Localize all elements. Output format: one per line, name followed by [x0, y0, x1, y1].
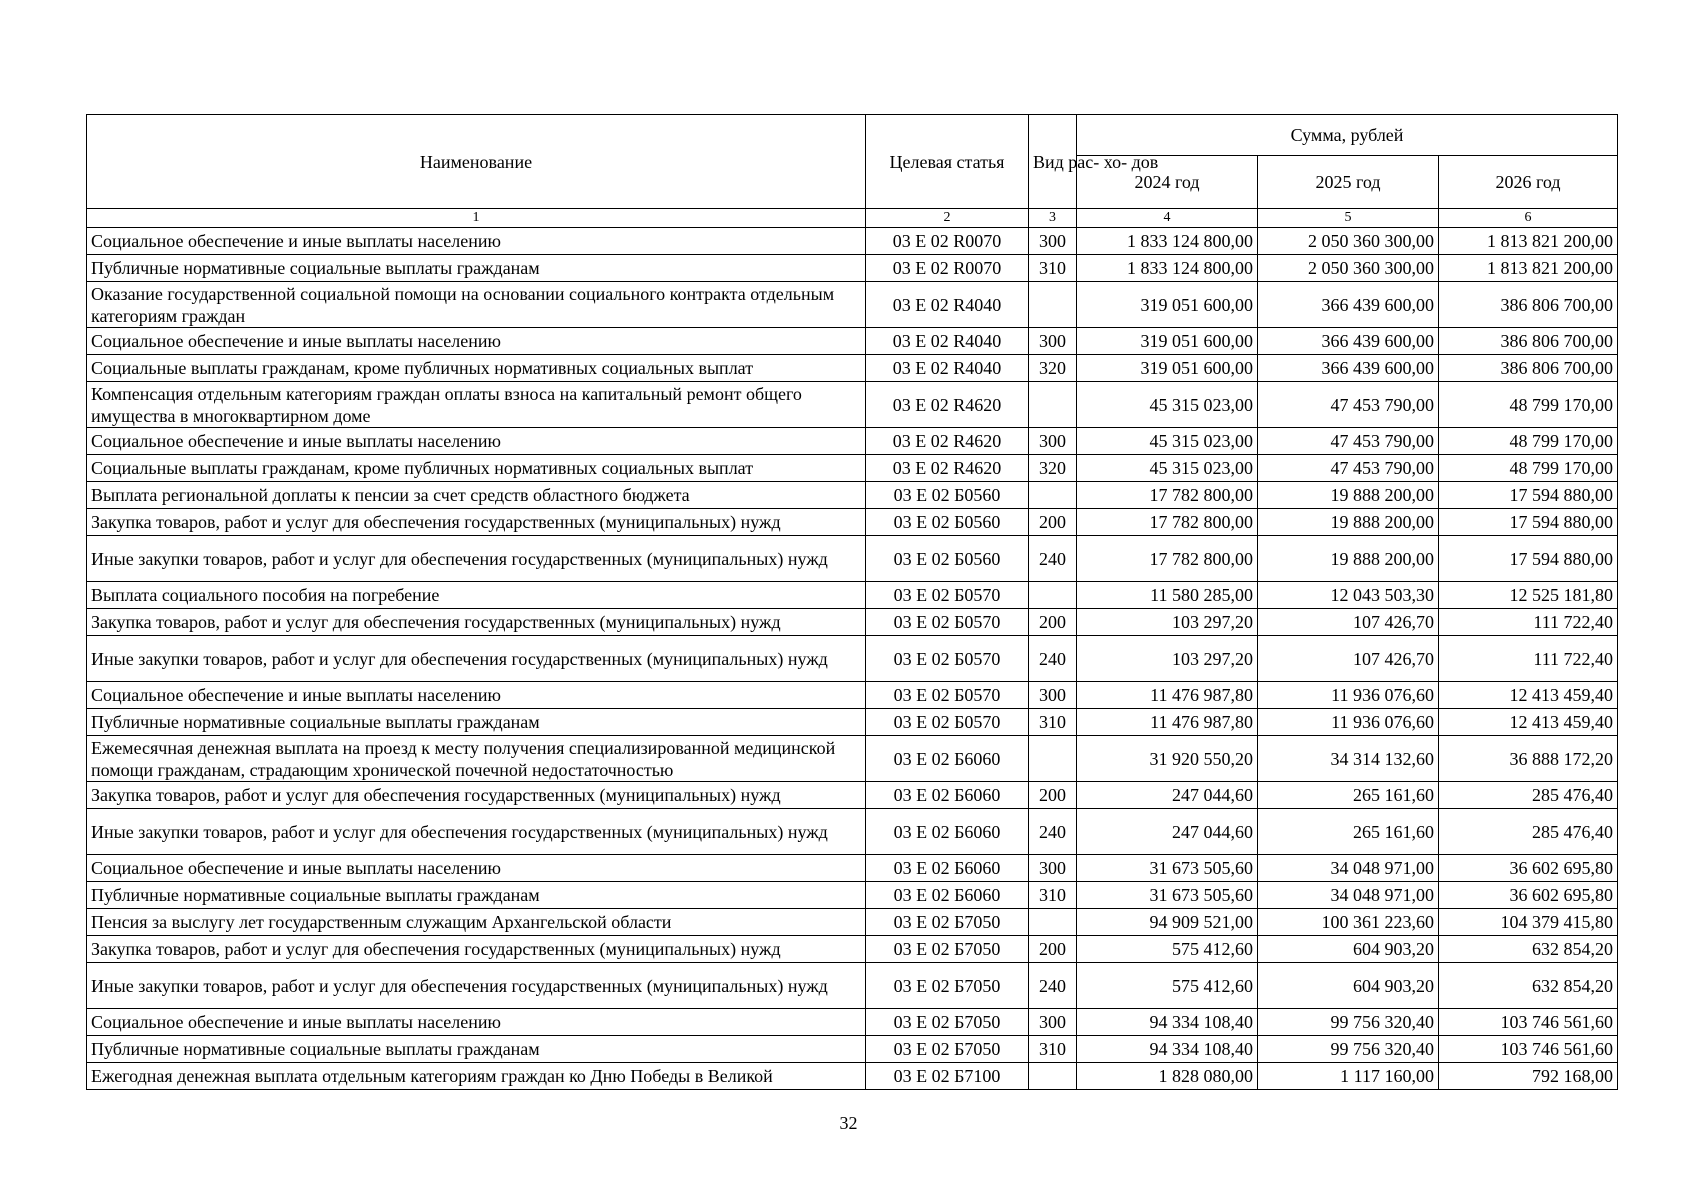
row-sum-2026: 48 799 170,00	[1439, 428, 1618, 455]
row-sum-2024: 31 920 550,20	[1077, 736, 1258, 782]
row-name: Социальное обеспечение и иные выплаты населению	[87, 228, 866, 255]
row-expense-type: 310	[1029, 882, 1077, 909]
row-sum-2025: 47 453 790,00	[1258, 382, 1439, 428]
table-row	[87, 963, 1618, 1009]
row-expense-type	[1029, 382, 1077, 428]
row-target-code: 03 Е 02 Б6060	[866, 782, 1029, 809]
table-row	[87, 282, 1618, 328]
row-target-code: 03 Е 02 Б0570	[866, 709, 1029, 736]
row-expense-type	[1029, 282, 1077, 328]
table-row	[87, 1009, 1618, 1036]
page-number: 32	[839, 1113, 858, 1133]
row-expense-type: 300	[1029, 855, 1077, 882]
row-sum-2026: 285 476,40	[1439, 809, 1618, 855]
row-sum-2025: 34 314 132,60	[1258, 736, 1439, 782]
row-sum-2024: 103 297,20	[1077, 609, 1258, 636]
column-number-row	[87, 209, 1618, 228]
row-target-code: 03 Е 02 R4040	[866, 282, 1029, 328]
row-expense-type: 200	[1029, 782, 1077, 809]
row-name: Закупка товаров, работ и услуг для обеспечения государственных (муниципальных) нужд	[87, 609, 866, 636]
row-sum-2026: 386 806 700,00	[1439, 355, 1618, 382]
budget-table	[86, 114, 1618, 1090]
row-sum-2024: 1 833 124 800,00	[1077, 255, 1258, 282]
row-sum-2025: 47 453 790,00	[1258, 428, 1439, 455]
row-target-code: 03 Е 02 Б6060	[866, 882, 1029, 909]
table-row	[87, 509, 1618, 536]
row-sum-2026: 1 813 821 200,00	[1439, 255, 1618, 282]
row-sum-2024: 103 297,20	[1077, 636, 1258, 682]
row-sum-2025: 47 453 790,00	[1258, 455, 1439, 482]
row-target-code: 03 Е 02 Б0570	[866, 636, 1029, 682]
row-sum-2025: 366 439 600,00	[1258, 328, 1439, 355]
row-target-code: 03 Е 02 Б0570	[866, 582, 1029, 609]
row-sum-2026: 36 602 695,80	[1439, 855, 1618, 882]
table-row	[87, 355, 1618, 382]
row-name: Ежемесячная денежная выплата на проезд к месту получения специализированной медицинской помощи гражданам, страдающим хронической почечной недостаточностью	[87, 736, 866, 782]
row-expense-type: 320	[1029, 355, 1077, 382]
row-sum-2024: 247 044,60	[1077, 809, 1258, 855]
row-sum-2025: 34 048 971,00	[1258, 882, 1439, 909]
row-sum-2024: 11 476 987,80	[1077, 709, 1258, 736]
row-expense-type: 200	[1029, 936, 1077, 963]
row-name: Выплата социального пособия на погребение	[87, 582, 866, 609]
row-sum-2024: 45 315 023,00	[1077, 428, 1258, 455]
row-sum-2024: 575 412,60	[1077, 936, 1258, 963]
row-target-code: 03 Е 02 Б6060	[866, 855, 1029, 882]
row-target-code: 03 Е 02 Б0560	[866, 482, 1029, 509]
row-name: Иные закупки товаров, работ и услуг для обеспечения государственных (муниципальных) нужд	[87, 636, 866, 682]
row-expense-type	[1029, 582, 1077, 609]
column-number: 1	[87, 209, 866, 228]
row-expense-type: 200	[1029, 609, 1077, 636]
header-year-2025: 2025 год	[1258, 156, 1439, 209]
header-expense-type: Вид рас- хо- дов	[1029, 115, 1077, 209]
row-name: Закупка товаров, работ и услуг для обеспечения государственных (муниципальных) нужд	[87, 509, 866, 536]
row-sum-2024: 575 412,60	[1077, 963, 1258, 1009]
row-target-code: 03 Е 02 Б0560	[866, 536, 1029, 582]
row-name: Социальное обеспечение и иные выплаты населению	[87, 428, 866, 455]
row-sum-2025: 19 888 200,00	[1258, 482, 1439, 509]
row-sum-2026: 104 379 415,80	[1439, 909, 1618, 936]
row-expense-type: 240	[1029, 963, 1077, 1009]
row-expense-type: 300	[1029, 1009, 1077, 1036]
row-name: Социальное обеспечение и иные выплаты населению	[87, 855, 866, 882]
row-sum-2024: 17 782 800,00	[1077, 536, 1258, 582]
row-name: Закупка товаров, работ и услуг для обеспечения государственных (муниципальных) нужд	[87, 782, 866, 809]
row-sum-2026: 12 413 459,40	[1439, 709, 1618, 736]
row-name: Оказание государственной социальной помощи на основании социального контракта отдельным категориям граждан	[87, 282, 866, 328]
row-sum-2026: 48 799 170,00	[1439, 455, 1618, 482]
column-number: 6	[1439, 209, 1618, 228]
header-name: Наименование	[87, 115, 866, 209]
row-sum-2025: 107 426,70	[1258, 609, 1439, 636]
row-sum-2025: 19 888 200,00	[1258, 536, 1439, 582]
row-sum-2026: 386 806 700,00	[1439, 328, 1618, 355]
row-expense-type	[1029, 736, 1077, 782]
row-sum-2025: 604 903,20	[1258, 963, 1439, 1009]
row-sum-2025: 99 756 320,40	[1258, 1036, 1439, 1063]
row-sum-2025: 604 903,20	[1258, 936, 1439, 963]
row-expense-type: 300	[1029, 428, 1077, 455]
row-sum-2024: 1 833 124 800,00	[1077, 228, 1258, 255]
header-year-2026: 2026 год	[1439, 156, 1618, 209]
row-expense-type: 240	[1029, 809, 1077, 855]
row-target-code: 03 Е 02 R0070	[866, 228, 1029, 255]
row-expense-type: 300	[1029, 682, 1077, 709]
row-sum-2025: 366 439 600,00	[1258, 355, 1439, 382]
row-sum-2024: 1 828 080,00	[1077, 1063, 1258, 1090]
table-row	[87, 428, 1618, 455]
row-sum-2024: 45 315 023,00	[1077, 455, 1258, 482]
row-sum-2026: 103 746 561,60	[1439, 1009, 1618, 1036]
row-sum-2026: 285 476,40	[1439, 782, 1618, 809]
table-row	[87, 482, 1618, 509]
row-sum-2026: 17 594 880,00	[1439, 536, 1618, 582]
row-sum-2026: 632 854,20	[1439, 963, 1618, 1009]
row-expense-type	[1029, 1063, 1077, 1090]
row-target-code: 03 Е 02 R4040	[866, 355, 1029, 382]
row-sum-2025: 107 426,70	[1258, 636, 1439, 682]
column-number: 2	[866, 209, 1029, 228]
row-target-code: 03 Е 02 Б0570	[866, 682, 1029, 709]
row-sum-2026: 111 722,40	[1439, 609, 1618, 636]
row-sum-2026: 632 854,20	[1439, 936, 1618, 963]
table-row	[87, 882, 1618, 909]
table-row	[87, 609, 1618, 636]
row-name: Публичные нормативные социальные выплаты гражданам	[87, 709, 866, 736]
row-name: Иные закупки товаров, работ и услуг для обеспечения государственных (муниципальных) нужд	[87, 536, 866, 582]
row-name: Публичные нормативные социальные выплаты гражданам	[87, 255, 866, 282]
row-target-code: 03 Е 02 R4620	[866, 455, 1029, 482]
row-sum-2025: 265 161,60	[1258, 782, 1439, 809]
header-year-2024: 2024 год	[1077, 156, 1258, 209]
row-target-code: 03 Е 02 Б0560	[866, 509, 1029, 536]
row-sum-2025: 34 048 971,00	[1258, 855, 1439, 882]
row-sum-2024: 319 051 600,00	[1077, 328, 1258, 355]
table-row	[87, 255, 1618, 282]
header-sum: Сумма, рублей	[1077, 115, 1618, 156]
table-row	[87, 936, 1618, 963]
row-expense-type: 240	[1029, 536, 1077, 582]
row-sum-2024: 31 673 505,60	[1077, 882, 1258, 909]
row-expense-type: 310	[1029, 1036, 1077, 1063]
header-row	[87, 115, 1618, 156]
row-expense-type: 300	[1029, 328, 1077, 355]
row-sum-2026: 1 813 821 200,00	[1439, 228, 1618, 255]
table-row	[87, 809, 1618, 855]
table-row	[87, 536, 1618, 582]
row-expense-type: 240	[1029, 636, 1077, 682]
row-sum-2024: 319 051 600,00	[1077, 355, 1258, 382]
table-row	[87, 782, 1618, 809]
row-sum-2025: 265 161,60	[1258, 809, 1439, 855]
row-sum-2024: 94 909 521,00	[1077, 909, 1258, 936]
column-number: 5	[1258, 209, 1439, 228]
row-sum-2024: 11 580 285,00	[1077, 582, 1258, 609]
row-target-code: 03 Е 02 R0070	[866, 255, 1029, 282]
row-expense-type	[1029, 482, 1077, 509]
row-sum-2025: 11 936 076,60	[1258, 709, 1439, 736]
row-target-code: 03 Е 02 Б7050	[866, 936, 1029, 963]
row-name: Социальное обеспечение и иные выплаты населению	[87, 328, 866, 355]
row-sum-2024: 17 782 800,00	[1077, 509, 1258, 536]
row-sum-2024: 17 782 800,00	[1077, 482, 1258, 509]
row-name: Компенсация отдельным категориям граждан оплаты взноса на капитальный ремонт общего имущества в многоквартирном доме	[87, 382, 866, 428]
row-name: Иные закупки товаров, работ и услуг для обеспечения государственных (муниципальных) нужд	[87, 963, 866, 1009]
row-name: Публичные нормативные социальные выплаты гражданам	[87, 882, 866, 909]
row-sum-2024: 94 334 108,40	[1077, 1036, 1258, 1063]
row-sum-2024: 11 476 987,80	[1077, 682, 1258, 709]
row-expense-type: 300	[1029, 228, 1077, 255]
row-name: Выплата региональной доплаты к пенсии за счет средств областного бюджета	[87, 482, 866, 509]
table-row	[87, 455, 1618, 482]
row-target-code: 03 Е 02 Б7050	[866, 909, 1029, 936]
row-target-code: 03 Е 02 Б7050	[866, 1036, 1029, 1063]
table-row	[87, 228, 1618, 255]
row-expense-type	[1029, 909, 1077, 936]
row-sum-2025: 100 361 223,60	[1258, 909, 1439, 936]
row-sum-2024: 31 673 505,60	[1077, 855, 1258, 882]
row-name: Социальные выплаты гражданам, кроме публичных нормативных социальных выплат	[87, 355, 866, 382]
row-name: Иные закупки товаров, работ и услуг для обеспечения государственных (муниципальных) нужд	[87, 809, 866, 855]
row-target-code: 03 Е 02 Б7050	[866, 1009, 1029, 1036]
row-expense-type: 310	[1029, 709, 1077, 736]
row-sum-2024: 247 044,60	[1077, 782, 1258, 809]
table-row	[87, 382, 1618, 428]
table-row	[87, 1063, 1618, 1090]
row-target-code: 03 Е 02 Б6060	[866, 736, 1029, 782]
row-sum-2025: 11 936 076,60	[1258, 682, 1439, 709]
row-target-code: 03 Е 02 Б6060	[866, 809, 1029, 855]
row-sum-2025: 12 043 503,30	[1258, 582, 1439, 609]
row-expense-type: 200	[1029, 509, 1077, 536]
row-name: Закупка товаров, работ и услуг для обеспечения государственных (муниципальных) нужд	[87, 936, 866, 963]
row-sum-2026: 111 722,40	[1439, 636, 1618, 682]
row-sum-2025: 366 439 600,00	[1258, 282, 1439, 328]
row-sum-2026: 386 806 700,00	[1439, 282, 1618, 328]
table-row	[87, 709, 1618, 736]
row-target-code: 03 Е 02 R4620	[866, 382, 1029, 428]
row-sum-2025: 19 888 200,00	[1258, 509, 1439, 536]
header-code: Целевая статья	[866, 115, 1029, 209]
row-sum-2025: 2 050 360 300,00	[1258, 255, 1439, 282]
table-row	[87, 736, 1618, 782]
row-sum-2025: 2 050 360 300,00	[1258, 228, 1439, 255]
table-row	[87, 636, 1618, 682]
row-name: Пенсия за выслугу лет государственным служащим Архангельской области	[87, 909, 866, 936]
row-sum-2026: 12 525 181,80	[1439, 582, 1618, 609]
row-expense-type: 320	[1029, 455, 1077, 482]
row-sum-2026: 17 594 880,00	[1439, 482, 1618, 509]
column-number: 4	[1077, 209, 1258, 228]
row-name: Публичные нормативные социальные выплаты гражданам	[87, 1036, 866, 1063]
row-sum-2025: 99 756 320,40	[1258, 1009, 1439, 1036]
row-sum-2026: 12 413 459,40	[1439, 682, 1618, 709]
row-expense-type: 310	[1029, 255, 1077, 282]
table-row	[87, 855, 1618, 882]
row-sum-2026: 36 888 172,20	[1439, 736, 1618, 782]
row-sum-2026: 792 168,00	[1439, 1063, 1618, 1090]
table-row	[87, 582, 1618, 609]
row-name: Социальное обеспечение и иные выплаты населению	[87, 682, 866, 709]
row-sum-2024: 319 051 600,00	[1077, 282, 1258, 328]
table-row	[87, 909, 1618, 936]
row-target-code: 03 Е 02 Б7100	[866, 1063, 1029, 1090]
table-row	[87, 1036, 1618, 1063]
row-name: Социальные выплаты гражданам, кроме публичных нормативных социальных выплат	[87, 455, 866, 482]
row-sum-2026: 48 799 170,00	[1439, 382, 1618, 428]
row-target-code: 03 Е 02 Б0570	[866, 609, 1029, 636]
row-name: Ежегодная денежная выплата отдельным категориям граждан ко Дню Победы в Великой	[87, 1063, 866, 1090]
row-target-code: 03 Е 02 R4620	[866, 428, 1029, 455]
row-sum-2026: 103 746 561,60	[1439, 1036, 1618, 1063]
table-body	[87, 228, 1618, 1090]
row-target-code: 03 Е 02 Б7050	[866, 963, 1029, 1009]
row-sum-2025: 1 117 160,00	[1258, 1063, 1439, 1090]
column-number: 3	[1029, 209, 1077, 228]
row-sum-2026: 17 594 880,00	[1439, 509, 1618, 536]
row-target-code: 03 Е 02 R4040	[866, 328, 1029, 355]
table-row	[87, 328, 1618, 355]
row-sum-2024: 94 334 108,40	[1077, 1009, 1258, 1036]
row-sum-2026: 36 602 695,80	[1439, 882, 1618, 909]
row-name: Социальное обеспечение и иные выплаты населению	[87, 1009, 866, 1036]
row-sum-2024: 45 315 023,00	[1077, 382, 1258, 428]
table-row	[87, 682, 1618, 709]
